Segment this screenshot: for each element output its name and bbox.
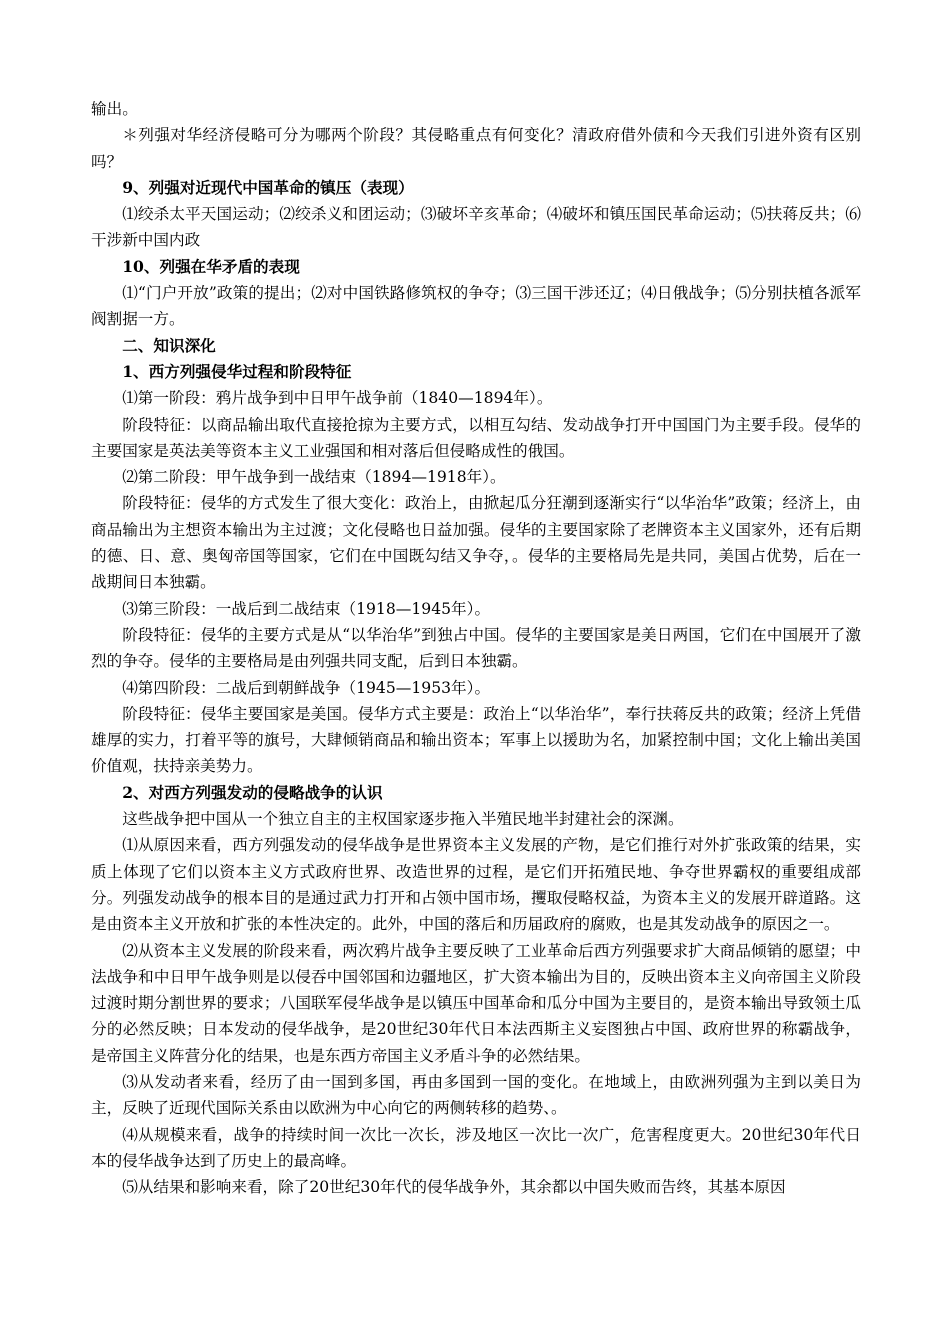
body-paragraph: ⑴第一阶段：鸦片战争到中日甲午战争前（1840—1894年）。 [122, 389, 553, 408]
body-paragraph: 这些战争把中国从一个独立自主的主权国家逐步拖入半殖民地半封建社会的深渊。 [122, 810, 684, 829]
document-page [91, 96, 861, 1200]
section-heading: 10、列强在华矛盾的表现 [122, 256, 300, 276]
body-paragraph: ⑴“门户开放”政策的提出；⑵对中国铁路修筑权的争夺；⑶三国干涉还辽；⑷日俄战争；⑸分别扶植各派军阀割据一方。 [91, 284, 861, 329]
body-paragraph: ⑵从资本主义发展的阶段来看，两次鸦片战争主要反映了工业革命后西方列强要求扩大商品倾销的愿望；中法战争和中日甲午战争则是以侵吞中国邻国和边疆地区，扩大资本输出为目的，反映出资本主义向帝国主义阶段过渡时期分割世界的要求；八国联军侵华战争是以镇压中国革命和瓜分中国为主要目的，是资本输出导致领土瓜分的必然反映；日本发动的侵华战争，是20世纪30年代日本法西斯主义妄图独占中国、政府世界的称霸战争，是帝国主义阵营分化的结果，也是东西方帝国主义矛盾斗争的必然结果。 [91, 941, 861, 1065]
body-paragraph: ⑷从规模来看，战争的持续时间一次比一次长，涉及地区一次比一次广，危害程度更大。20世纪30年代日本的侵华战争达到了历史上的最高峰。 [91, 1125, 861, 1170]
body-paragraph: 阶段特征：以商品输出取代直接抢掠为主要方式，以相互勾结、发动战争打开中国国门为主要手段。侵华的主要国家是英法美等资本主义工业强国和相对落后但侵略成性的俄国。 [91, 415, 861, 460]
section-heading: 9、列强对近现代中国革命的镇压（表现） [122, 177, 414, 197]
section-heading: 2、对西方列强发动的侵略战争的认识 [122, 782, 383, 802]
body-paragraph: 阶段特征：侵华的方式发生了很大变化：政治上，由掀起瓜分狂潮到逐渐实行“以华治华”政策；经济上，由商品输出为主想资本输出为主过渡；文化侵略也日益加强。侵华的主要国家除了老牌资本主义国家外，还有后期的德、日、意、奥匈帝国等国家，它们在中国既勾结又争夺，。侵华的主要格局先是共同，美国占优势，后在一战期间日本独霸。 [91, 494, 861, 592]
body-paragraph: ⑴从原因来看，西方列强发动的侵华战争是世界资本主义发展的产物，是它们推行对外扩张政策的结果，实质上体现了它们以资本主义方式政府世界、改造世界的过程，是它们开拓殖民地、争夺世界霸权的重要组成部分。列强发动战争的根本目的是通过武力打开和占领中国市场，攫取侵略权益，为资本主义的发展开辟道路。这是由资本主义开放和扩张的本性决定的。此外，中国的落后和历届政府的腐败，也是其发动战争的原因之一。 [91, 836, 861, 934]
body-paragraph: 阶段特征：侵华主要国家是美国。侵华方式主要是：政治上“以华治华”，奉行扶蒋反共的政策；经济上凭借雄厚的实力，打着平等的旗号，大肆倾销商品和输出资本；军事上以援助为名，加紧控制中国；文化上输出美国价值观，扶持亲美势力。 [91, 704, 861, 776]
body-paragraph: ⑴绞杀太平天国运动；⑵绞杀义和团运动；⑶破坏辛亥革命；⑷破坏和镇压国民革命运动；⑸扶蒋反共；⑹干涉新中国内政 [91, 205, 861, 250]
body-paragraph: ⑵第二阶段：甲午战争到一战结束（1894—1918年）。 [122, 468, 506, 487]
section-heading: 二、知识深化 [122, 335, 216, 355]
body-paragraph: ⑶第三阶段：一战后到二战结束（1918—1945年）。 [122, 599, 491, 618]
body-paragraph: ⑸从结果和影响来看，除了20世纪30年代的侵华战争外，其余都以中国失败而告终，其基本原因 [122, 1178, 786, 1197]
body-paragraph: 输出。 [91, 100, 138, 118]
body-paragraph: ＊列强对华经济侵略可分为哪两个阶段？其侵略重点有何变化？清政府借外债和今天我们引进外资有区别吗？ [91, 126, 861, 171]
body-paragraph: ⑷第四阶段：二战后到朝鲜战争（1945—1953年）。 [122, 678, 491, 697]
section-heading: 1、西方列强侵华过程和阶段特征 [122, 361, 352, 381]
body-paragraph: 阶段特征：侵华的主要方式是从“以华治华”到独占中国。侵华的主要国家是美日两国，它们在中国展开了激烈的争夺。侵华的主要格局是由列强共同支配，后到日本独霸。 [91, 625, 861, 671]
body-paragraph: ⑶从发动者来看，经历了由一国到多国，再由多国到一国的变化。在地域上，由欧洲列强为主到以美日为主，反映了近现代国际关系由以欧洲为中心向它的两侧转移的趋势、。 [91, 1072, 861, 1118]
